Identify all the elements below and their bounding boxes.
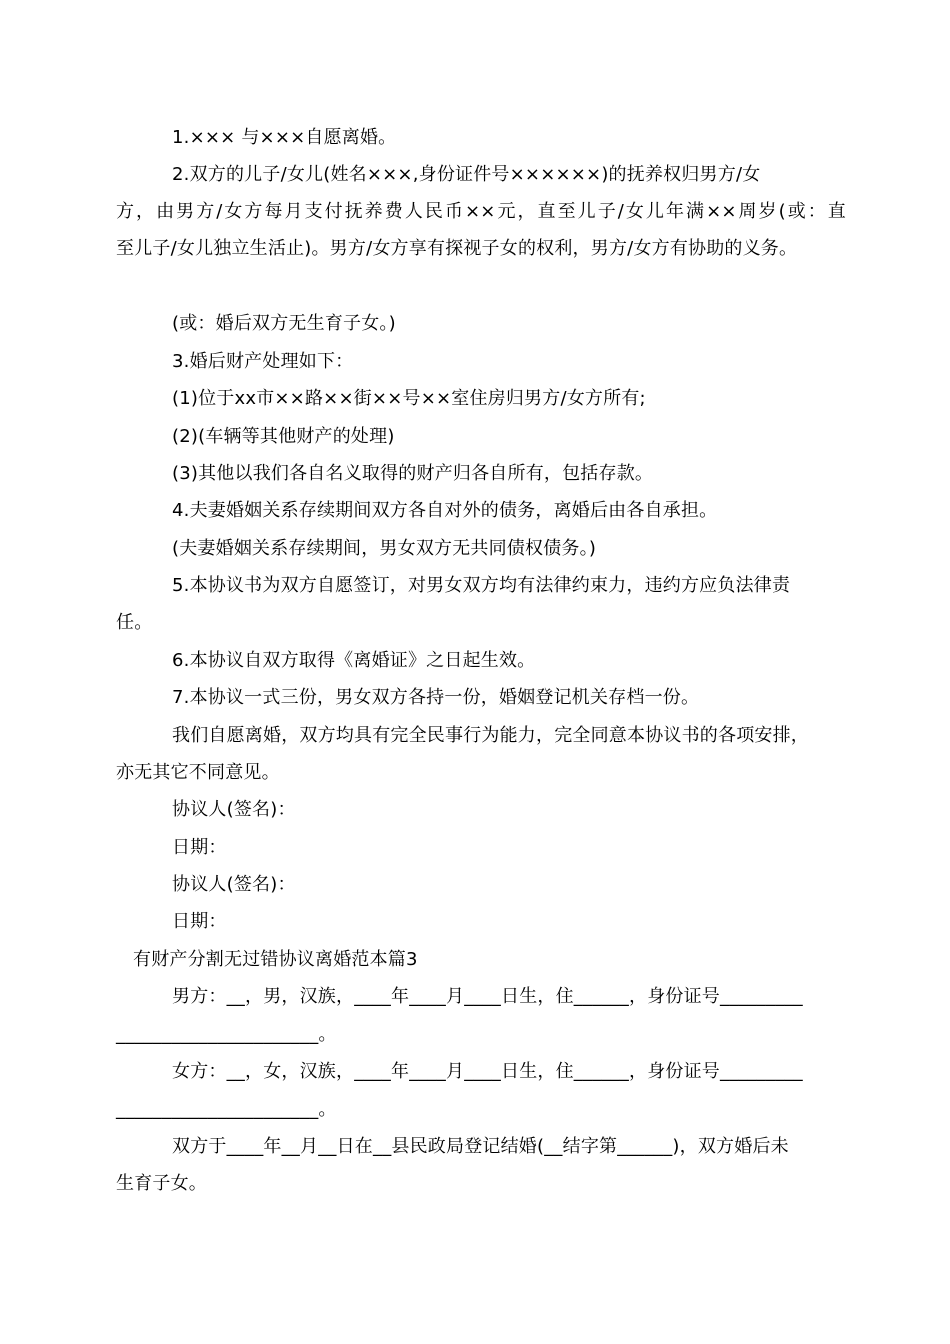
female-party-line-1: 女方：__，女，汉族，____年____月____日生，住______，身份证号_________ [172, 1061, 803, 1082]
clause-2-line-1: 2.双方的儿子/女儿(姓名×××,身份证件号××××××)的抚养权归男方/女 [172, 164, 761, 185]
clause-2-line-2: 方，由男方/女方每月支付抚养费人民币××元，直至儿子/女儿年满××周岁(或：直 [116, 201, 846, 222]
marriage-registration-line-2: 生育子女。 [116, 1173, 207, 1194]
clause-3-item-1: (1)位于xx市××路××街××号××室住房归男方/女方所有; [172, 388, 646, 409]
signature-label-2: 协议人(签名)： [172, 874, 296, 895]
female-party-line-2: ______________________。 [116, 1099, 337, 1120]
clause-2-alternative: (或：婚后双方无生育子女。) [172, 313, 396, 334]
section-heading: 有财产分割无过错协议离婚范本篇3 [133, 949, 418, 970]
clause-3-item-3: (3)其他以我们各自名义取得的财产归各自所有，包括存款。 [172, 463, 654, 484]
date-label-2: 日期： [172, 911, 227, 932]
declaration-line-2: 亦无其它不同意见。 [116, 762, 280, 783]
clause-5-line-1: 5.本协议书为双方自愿签订，对男女双方均有法律约束力，违约方应负法律责 [172, 575, 791, 596]
clause-3-item-2: (2)(车辆等其他财产的处理) [172, 426, 395, 447]
clause-3: 3.婚后财产处理如下： [172, 351, 354, 372]
clause-1: 1.××× 与×××自愿离婚。 [172, 127, 397, 148]
clause-5-line-2: 任。 [116, 612, 153, 633]
clause-6: 6.本协议自双方取得《离婚证》之日起生效。 [172, 650, 536, 671]
male-party-line-2: ______________________。 [116, 1024, 337, 1045]
signature-label-1: 协议人(签名)： [172, 799, 296, 820]
clause-2-line-3: 至儿子/女儿独立生活止)。男方/女方享有探视子女的权利，男方/女方有协助的义务。 [116, 238, 798, 259]
clause-4: 4.夫妻婚姻关系存续期间双方各自对外的债务，离婚后由各自承担。 [172, 500, 718, 521]
declaration-line-1: 我们自愿离婚，双方均具有完全民事行为能力，完全同意本协议书的各项安排， [172, 725, 809, 746]
clause-4-alternative: (夫妻婚姻关系存续期间，男女双方无共同债权债务。) [172, 538, 597, 559]
clause-7: 7.本协议一式三份，男女双方各持一份，婚姻登记机关存档一份。 [172, 687, 700, 708]
date-label-1: 日期： [172, 837, 227, 858]
marriage-registration-line-1: 双方于____年__月__日在__县民政局登记结婚(__结字第______)，双方婚后未 [172, 1136, 789, 1157]
male-party-line-1: 男方：__，男，汉族，____年____月____日生，住______，身份证号_________ [172, 986, 803, 1007]
